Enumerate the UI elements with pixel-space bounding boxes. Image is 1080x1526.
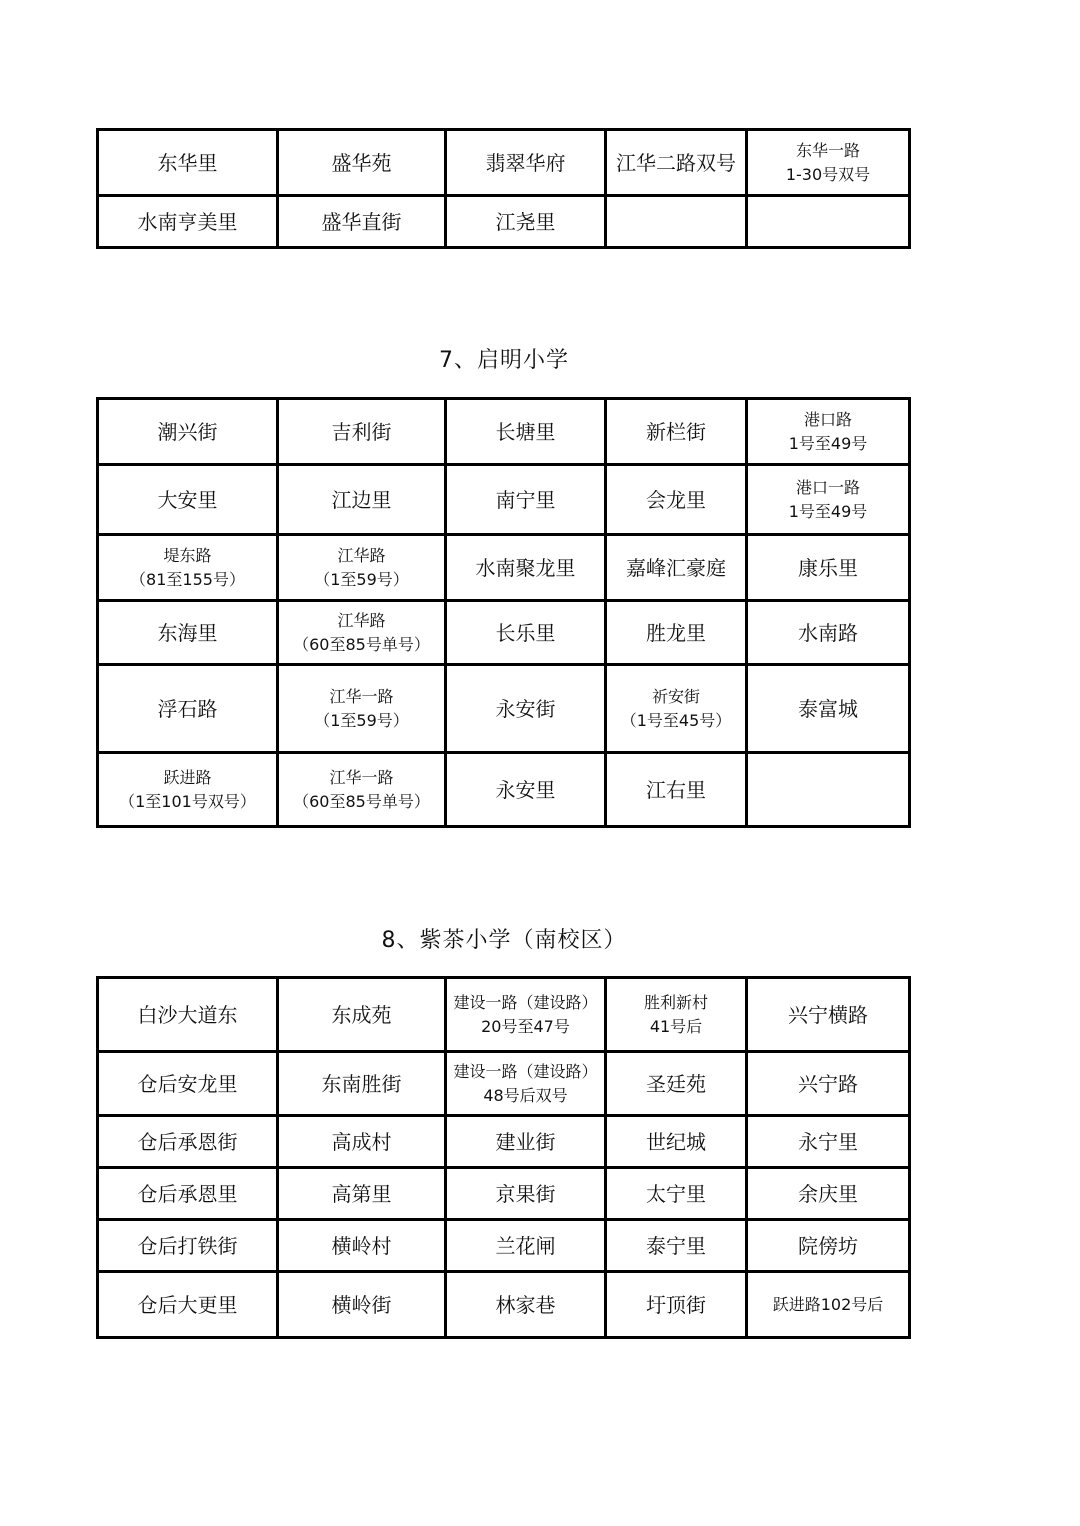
table-cell (606, 465, 747, 535)
cell-text: 江尧里 (495, 209, 556, 234)
table-cell (747, 1272, 910, 1338)
cell-text: 江华路 (337, 546, 386, 566)
table-row (98, 1220, 910, 1272)
table-cell (747, 196, 910, 248)
table-row (98, 1272, 910, 1338)
table-row (98, 535, 910, 601)
cell-text: 盛华直街 (321, 209, 402, 234)
cell-text: 胜龙里 (646, 620, 706, 645)
table-cell (278, 1220, 446, 1272)
cell-text: 长乐里 (495, 620, 556, 645)
cell-text: 仓后安龙里 (137, 1071, 238, 1096)
cell-text: 1-30号双号 (785, 164, 871, 184)
cell-text: （1至101号双号） (119, 791, 256, 811)
cell-text: 太宁里 (646, 1181, 706, 1206)
table-cell (606, 665, 747, 753)
table-cell (606, 1272, 747, 1338)
cell-text: 康乐里 (798, 555, 858, 580)
table-cell (606, 978, 747, 1052)
table-cell (446, 1220, 606, 1272)
cell-text: 20号至47号 (481, 1016, 570, 1036)
cell-text: 京果街 (495, 1181, 556, 1206)
table-cell (606, 130, 747, 196)
table-row (98, 978, 910, 1052)
cell-text: 翡翠华府 (485, 150, 566, 175)
table-cell (278, 196, 446, 248)
cell-text: （1至59号） (314, 569, 409, 589)
table-cell (606, 753, 747, 827)
table-row (98, 130, 910, 196)
table-cell (278, 1168, 446, 1220)
table-row (98, 1116, 910, 1168)
cell-text: 东海里 (157, 620, 218, 645)
cell-text: 江华一路 (329, 768, 394, 788)
table-cell (278, 978, 446, 1052)
cell-text: 仓后大更里 (137, 1292, 238, 1317)
table-row (98, 1052, 910, 1116)
table-row (98, 399, 910, 465)
cell-text: 仓后承恩街 (137, 1129, 238, 1154)
table-cell (98, 399, 278, 465)
cell-text: （60至85号单号） (293, 634, 430, 654)
table-cell (278, 130, 446, 196)
cell-text: （81至155号） (130, 569, 245, 589)
cell-text: 跃进路 (163, 768, 212, 788)
cell-text: 泰富城 (798, 696, 858, 721)
cell-text: 江右里 (646, 777, 706, 802)
table-cell (98, 1116, 278, 1168)
table-cell (446, 1168, 606, 1220)
table-cell (747, 1052, 910, 1116)
table-cell (747, 535, 910, 601)
table-cell (446, 1272, 606, 1338)
table-cell (446, 978, 606, 1052)
cell-text: 东华里 (157, 150, 218, 175)
cell-text: 东成苑 (331, 1002, 392, 1027)
cell-text: 水南亨美里 (137, 209, 238, 234)
table-cell (98, 665, 278, 753)
table-cell (606, 1116, 747, 1168)
cell-text: 永安街 (495, 696, 556, 721)
cell-text: 高成村 (331, 1129, 392, 1154)
table-row (98, 1168, 910, 1220)
cell-text: 建设一路（建设路） (453, 993, 598, 1013)
cell-text: 院傍坊 (798, 1233, 858, 1258)
cell-text: 兰花闸 (495, 1233, 556, 1258)
table-cell (98, 1168, 278, 1220)
cell-text: 横岭村 (331, 1233, 392, 1258)
cell-text: 水南路 (798, 620, 858, 645)
section-title-8: 8、紫茶小学（南校区） (381, 928, 627, 953)
table-cell (606, 601, 747, 665)
cell-text: 兴宁横路 (788, 1002, 868, 1027)
table-cell (98, 1052, 278, 1116)
cell-text: 江华路 (337, 611, 386, 631)
cell-text: 永宁里 (798, 1129, 858, 1154)
cell-text: 港口路 (803, 410, 852, 430)
table-cell (606, 399, 747, 465)
table-cell (278, 601, 446, 665)
table-zicha-school-south (96, 976, 911, 1339)
cell-text: 胜利新村 (643, 993, 708, 1013)
table-cell (446, 465, 606, 535)
cell-text: 会龙里 (646, 487, 706, 512)
table-cell (98, 1220, 278, 1272)
table-cell (98, 535, 278, 601)
table-cell (747, 601, 910, 665)
cell-text: 嘉峰汇豪庭 (626, 555, 726, 580)
table-cell (446, 399, 606, 465)
table-cell (278, 1116, 446, 1168)
table-cell (278, 465, 446, 535)
cell-text: 建设一路（建设路） (453, 1062, 598, 1082)
cell-text: 水南聚龙里 (475, 555, 576, 580)
table-cell (606, 1168, 747, 1220)
table-cell (278, 1272, 446, 1338)
table-cell (446, 1116, 606, 1168)
table-cell (98, 130, 278, 196)
cell-text: 江华一路 (329, 687, 394, 707)
table-cell (747, 753, 910, 827)
cell-text: 林家巷 (495, 1292, 556, 1317)
cell-text: 祈安街 (651, 687, 700, 707)
table-cell (446, 601, 606, 665)
table-row (98, 196, 910, 248)
cell-text: 泰宁里 (646, 1233, 706, 1258)
table-row (98, 665, 910, 753)
table-cell (747, 130, 910, 196)
cell-text: 圩顶街 (646, 1292, 706, 1317)
table-cell (747, 665, 910, 753)
cell-text: 仓后打铁街 (137, 1233, 238, 1258)
cell-text: 南宁里 (495, 487, 556, 512)
cell-text: 跃进路102号后 (772, 1294, 884, 1314)
cell-text: 新栏街 (646, 419, 706, 444)
section-title-7: 7、启明小学 (439, 348, 569, 373)
cell-text: 永安里 (495, 777, 556, 802)
cell-text: 建业街 (495, 1129, 556, 1154)
table-cell (747, 1168, 910, 1220)
cell-text: 东华一路 (795, 141, 860, 161)
cell-text: 盛华苑 (331, 150, 392, 175)
cell-text: （60至85号单号） (293, 791, 430, 811)
table-top-continued (96, 128, 911, 249)
cell-text: 潮兴街 (157, 419, 218, 444)
table-cell (747, 978, 910, 1052)
cell-text: （1号至45号） (620, 710, 732, 730)
table-cell (98, 978, 278, 1052)
table-cell (98, 465, 278, 535)
table-cell (98, 753, 278, 827)
table-cell (606, 196, 747, 248)
table-row (98, 753, 910, 827)
cell-text: 48号后双号 (483, 1085, 568, 1105)
cell-text: （1至59号） (314, 710, 409, 730)
cell-text: 江边里 (331, 487, 392, 512)
table-cell (747, 465, 910, 535)
cell-text: 兴宁路 (798, 1071, 858, 1096)
table-cell (747, 1220, 910, 1272)
table-cell (278, 1052, 446, 1116)
cell-text: 江华二路双号 (616, 150, 736, 175)
table-cell (446, 665, 606, 753)
table-cell (606, 1052, 747, 1116)
table-cell (98, 1272, 278, 1338)
table-cell (98, 196, 278, 248)
table-cell (446, 196, 606, 248)
cell-text: 东南胜街 (321, 1071, 402, 1096)
cell-text: 1号至49号 (788, 501, 868, 521)
cell-text: 1号至49号 (788, 433, 868, 453)
table-row (98, 601, 910, 665)
cell-text: 高第里 (331, 1181, 392, 1206)
table-cell (278, 665, 446, 753)
cell-text: 世纪城 (646, 1129, 706, 1154)
cell-text: 堤东路 (163, 546, 212, 566)
table-cell (606, 1220, 747, 1272)
table-cell (446, 1052, 606, 1116)
table-cell (606, 535, 747, 601)
cell-text: 吉利街 (331, 419, 392, 444)
table-cell (98, 601, 278, 665)
cell-text: 大安里 (157, 487, 218, 512)
table-row (98, 465, 910, 535)
table-cell (747, 399, 910, 465)
table-cell (278, 535, 446, 601)
cell-text: 仓后承恩里 (137, 1181, 238, 1206)
cell-text: 41号后 (649, 1016, 703, 1036)
cell-text: 长塘里 (495, 419, 556, 444)
cell-text: 圣廷苑 (646, 1071, 706, 1096)
table-qiming-school (96, 397, 911, 828)
cell-text: 港口一路 (795, 478, 860, 498)
table-cell (747, 1116, 910, 1168)
table-cell (446, 753, 606, 827)
table-cell (446, 130, 606, 196)
cell-text: 白沙大道东 (137, 1002, 238, 1027)
cell-text: 横岭街 (331, 1292, 392, 1317)
cell-text: 余庆里 (798, 1181, 858, 1206)
table-cell (446, 535, 606, 601)
table-cell (278, 399, 446, 465)
table-cell (278, 753, 446, 827)
cell-text: 浮石路 (157, 696, 218, 721)
